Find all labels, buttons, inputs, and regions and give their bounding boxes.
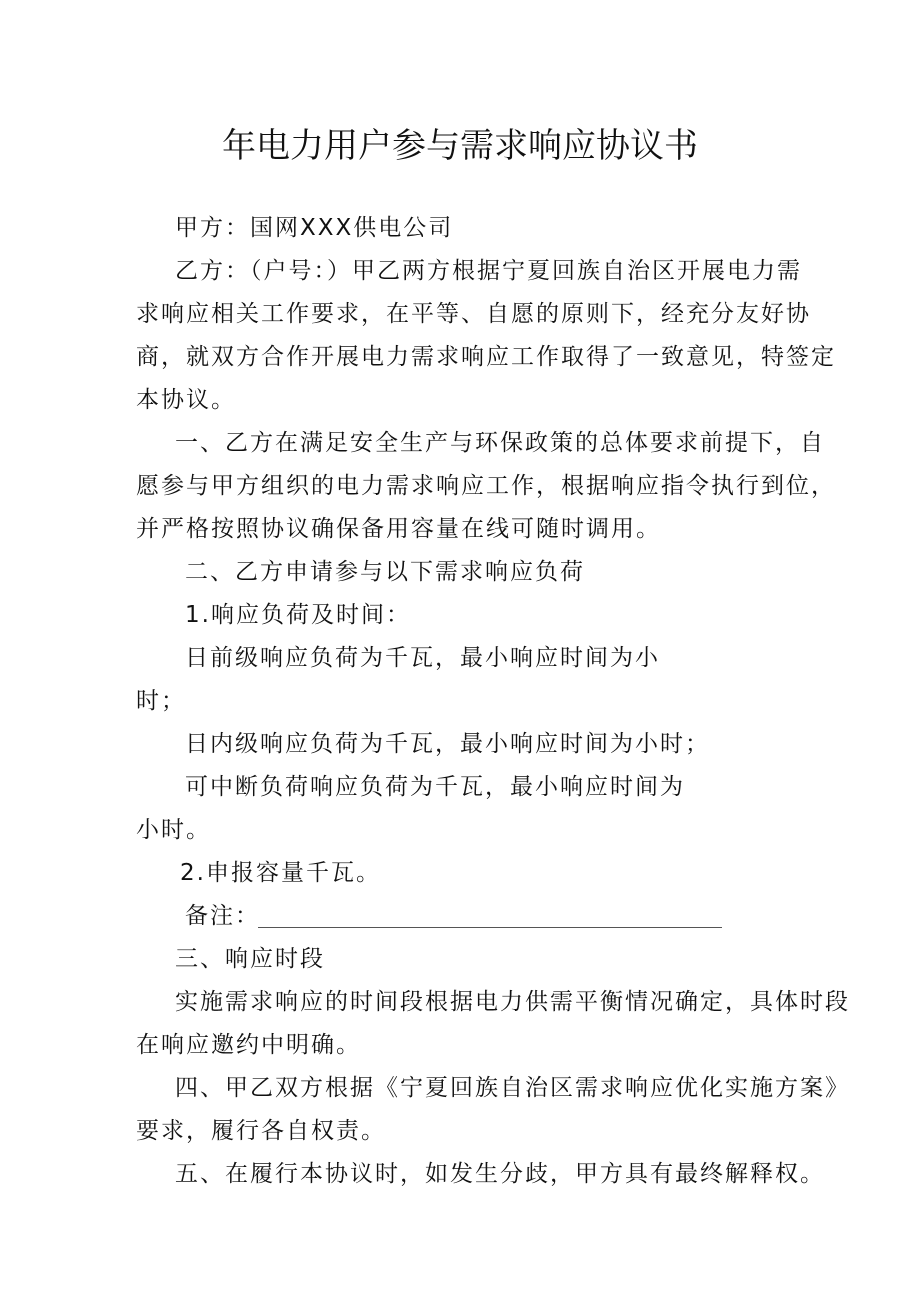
paragraph-line: 时； bbox=[136, 688, 186, 714]
clause-4-line: 四、甲乙双方根据《宁夏回族自治区需求响应优化实施方案》 bbox=[175, 1075, 850, 1101]
party-a-line: 甲方：国网XXX供电公司 bbox=[175, 215, 454, 241]
paragraph-line: 商，就双方合作开展电力需求响应工作取得了一致意见，特签定 bbox=[136, 344, 836, 370]
clause-3-heading: 三、响应时段 bbox=[175, 946, 325, 972]
document-title: 年电力用户参与需求响应协议书 bbox=[222, 126, 698, 166]
subclause-1-heading: 1.响应负荷及时间： bbox=[185, 602, 411, 628]
clause-5-line: 五、在履行本协议时，如发生分歧，甲方具有最终解释权。 bbox=[175, 1161, 825, 1187]
clause-3-line: 实施需求响应的时间段根据电力供需平衡情况确定，具体时段 bbox=[175, 989, 850, 1015]
paragraph-line: 小时。 bbox=[136, 817, 211, 843]
clause-1-line: 一、乙方在满足安全生产与环保政策的总体要求前提下，自 bbox=[175, 430, 825, 456]
remarks-blank-line bbox=[258, 927, 722, 928]
clause-2-heading: 二、乙方申请参与以下需求响应负荷 bbox=[185, 559, 585, 585]
paragraph-line: 本协议。 bbox=[136, 387, 236, 413]
paragraph-line: 求响应相关工作要求，在平等、自愿的原则下，经充分友好协 bbox=[136, 301, 811, 327]
remarks-label: 备注： bbox=[185, 903, 260, 929]
paragraph-line: 愿参与甲方组织的电力需求响应工作，根据响应指令执行到位， bbox=[136, 473, 836, 499]
paragraph-line: 要求，履行各自权责。 bbox=[136, 1118, 386, 1144]
day-ahead-line: 日前级响应负荷为千瓦，最小响应时间为小 bbox=[185, 645, 660, 671]
paragraph-line: 并严格按照协议确保备用容量在线可随时调用。 bbox=[136, 516, 661, 542]
intraday-line: 日内级响应负荷为千瓦，最小响应时间为小时； bbox=[185, 731, 710, 757]
paragraph-line: 在响应邀约中明确。 bbox=[136, 1032, 361, 1058]
interruptible-line: 可中断负荷响应负荷为千瓦，最小响应时间为 bbox=[185, 774, 685, 800]
subclause-2-line: 2.申报容量千瓦。 bbox=[180, 860, 381, 886]
party-b-line: 乙方：（户号：）甲乙两方根据宁夏回族自治区开展电力需 bbox=[175, 258, 802, 284]
